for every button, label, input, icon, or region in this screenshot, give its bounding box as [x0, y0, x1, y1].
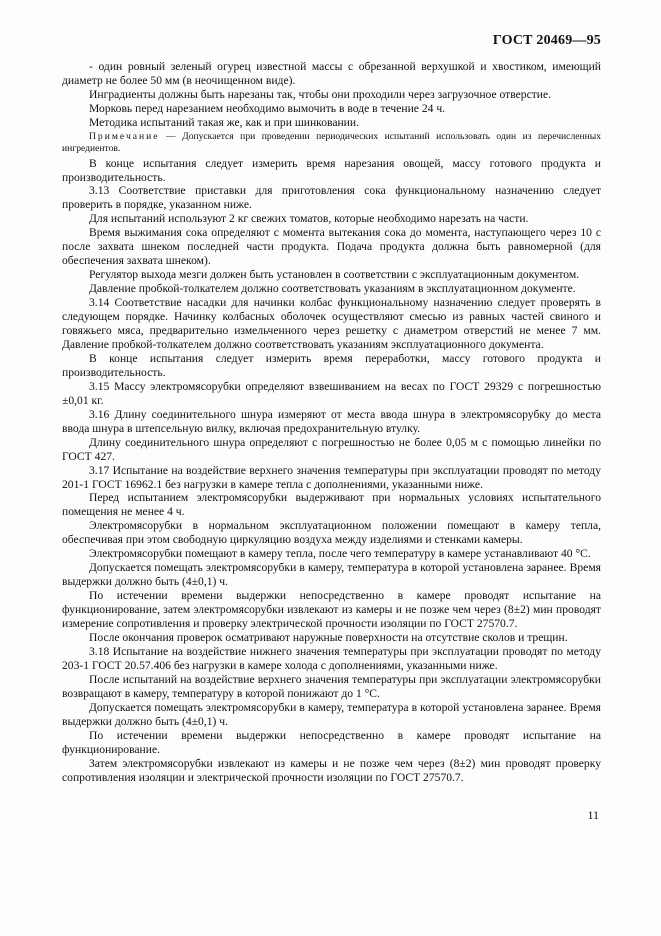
paragraph: 3.13 Соответствие приставки для приготовления сока функциональному назначению следует проверить в порядке, указанном ниже. — [62, 184, 601, 212]
document-code-header: ГОСТ 20469—95 — [492, 33, 601, 48]
paragraph: 3.17 Испытание на воздействие верхнего значения температуры при эксплуатации проводят по методу 201-1 ГОСТ 16962.1 без нагрузки в камере тепла с дополнениями, указанными ниже. — [62, 463, 601, 491]
paragraph: 3.15 Массу электромясорубки определяют взвешиванием на весах по ГОСТ 29329 с погрешностью ±0,01 кг. — [62, 379, 601, 407]
page-number: 11 — [587, 808, 599, 822]
paragraph: Регулятор выхода мезги должен быть установлен в соответствии с эксплуатационным документом. — [89, 268, 580, 282]
paragraph: По истечении времени выдержки непосредственно в камере проводят испытание на функционирование, затем электромясорубки извлекают из камеры и не позже чем через (8±2) мин проводят измерение сопротивления и проверку электрической прочности изоляции по ГОСТ 27570.7. — [62, 589, 601, 631]
paragraph: Перед испытанием электромясорубки выдерживают при нормальных условиях испытательного помещения не менее 4 ч. — [62, 491, 601, 519]
paragraph: Допускается помещать электромясорубки в камеру, температура в которой установлена заранее. Время выдержки должно быть (4±0,1) ч. — [62, 561, 601, 589]
paragraph: Для испытаний используют 2 кг свежих томатов, которые необходимо нарезать на части. — [89, 212, 529, 226]
note-text: — Допускается при проведении периодических испытаний использовать один из перечисленных ингредиентов. — [62, 130, 601, 154]
paragraph: 3.16 Длину соединительного шнура измеряют от места ввода шнура в электромясорубку до места ввода шнура в штепсельную вилку, включая предохранительную втулку. — [62, 407, 601, 435]
paragraph: Методика испытаний такая же, как и при шинковании. — [89, 115, 359, 129]
page-body — [62, 60, 601, 784]
paragraph: Давление пробкой-толкателем должно соответствовать указаниям в эксплуатационном документе. — [89, 282, 576, 296]
paragraph: После испытаний на воздействие верхнего значения температуры при эксплуатации электромясорубки возвращают в камеру, температуру в которой понижают до 1 °С. — [62, 672, 601, 700]
note-paragraph — [62, 131, 601, 155]
paragraph: В конце испытания следует измерить время переработки, массу готового продукта и производительность. — [62, 351, 601, 379]
paragraph: Электромясорубки в нормальном эксплуатационном положении помещают в камеру тепла, обеспечивая при этом свободную циркуляцию воздуха между изделиями и стенками камеры. — [62, 519, 601, 547]
paragraph: Инградиенты должны быть нарезаны так, чтобы они проходили через загрузочное отверстие. — [89, 87, 552, 101]
paragraph: - один ровный зеленый огурец известной массы с обрезанной верхушкой и хвостиком, имеющий диаметр не более 50 мм (в неочищенном виде). — [62, 60, 601, 87]
paragraph: В конце испытания следует измерить время нарезания овощей, массу готового продукта и производительность. — [62, 156, 601, 184]
paragraph: Морковь перед нарезанием необходимо вымочить в воде в течение 24 ч. — [89, 101, 446, 115]
paragraph: После окончания проверок осматривают наружные поверхности на отсутствие сколов и трещин. — [89, 630, 568, 644]
paragraph: 3.14 Соответствие насадки для начинки колбас функциональному назначению следует проверять в следующем порядке. Начинку колбасных оболочек осуществляют смесью из равных частей свиного и говяжьего мяса, предварительно измельченного через решетку с диаметром отверстий не менее 7 мм. Давление пробкой-толкателем должно соответствовать указаниям эксплуатационного документа. — [62, 296, 601, 351]
paragraph: Затем электромясорубки извлекают из камеры и не позже чем через (8±2) мин проводят проверку сопротивления изоляции и электрической прочности изоляции по ГОСТ 27570.7. — [62, 756, 601, 784]
note-label: Примечание — [89, 130, 160, 142]
paragraph: Допускается помещать электромясорубки в камеру, температура в которой установлена заранее. Время выдержки должно быть (4±0,1) ч. — [62, 700, 601, 728]
paragraph: Время выжимания сока определяют с момента вытекания сока до момента, наступающего через 10 с после захвата шнеком последней части продукта. Подача продукта должна быть равномерной (для обеспечения захвата шнеком). — [62, 226, 601, 268]
paragraph: Электромясорубки помещают в камеру тепла, после чего температуру в камере устанавливают 40 °С. — [89, 547, 591, 561]
paragraph: 3.18 Испытание на воздействие нижнего значения температуры при эксплуатации проводят по методу 203-1 ГОСТ 20.57.406 без нагрузки в камере холода с дополнениями, указанными ниже. — [62, 644, 601, 672]
paragraph: По истечении времени выдержки непосредственно в камере проводят испытание на функционирование. — [62, 728, 601, 756]
paragraph: Длину соединительного шнура определяют с погрешностью не более 0,05 м с помощью линейки по ГОСТ 427. — [62, 435, 601, 463]
